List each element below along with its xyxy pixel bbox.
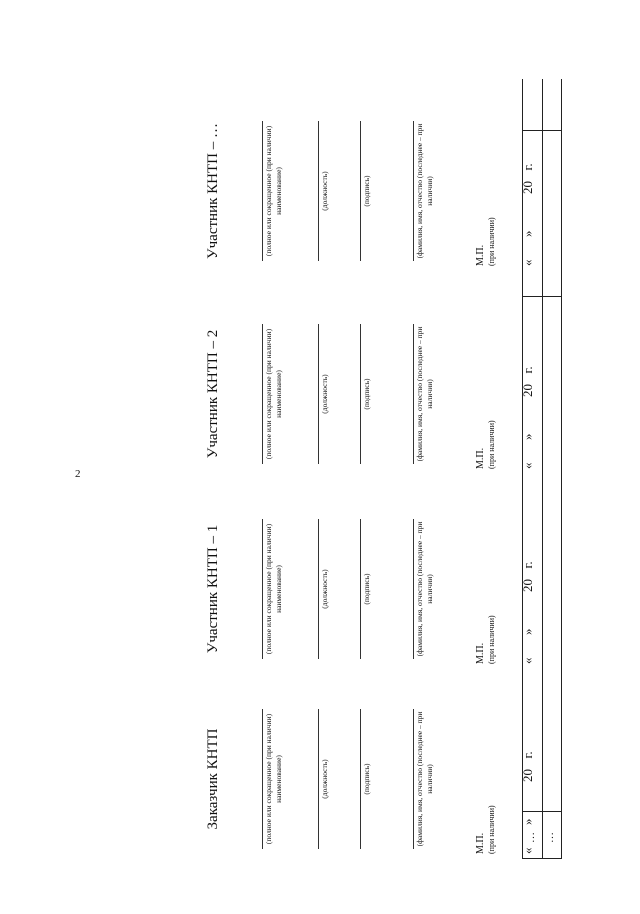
stamp-note: (при наличии) (487, 805, 496, 854)
fio-caption: (фамилия, имя, отчество (последнее – при наличии) (415, 711, 434, 847)
signature-block-heading: Участник КНТП – … (205, 123, 221, 259)
date-quote-open: « (520, 657, 535, 664)
signature-block-heading: Заказчик КНТП (205, 728, 221, 830)
name-line (262, 121, 263, 261)
date-quote-open: « (520, 462, 535, 469)
signature-block-participant-1 (0, 514, 640, 664)
table-column-divider (523, 296, 561, 297)
name-caption: (полное или сокращенное (при наличии) наименование) (264, 125, 283, 257)
position-caption: (должность) (320, 569, 329, 609)
date-line (520, 751, 536, 854)
position-caption: (должность) (320, 171, 329, 211)
position-line (318, 519, 319, 659)
stamp-placeholder (475, 217, 497, 266)
date-line (520, 163, 536, 266)
position-caption: (должность) (320, 759, 329, 799)
date-quote-close: » (520, 818, 535, 825)
date-quote-close: » (520, 433, 535, 440)
signature-block-heading: Участник КНТП – 1 (205, 524, 221, 654)
fio-caption: (фамилия, имя, отчество (последнее – при наличии) (415, 123, 434, 259)
signature-line (360, 519, 361, 659)
stamp-note: (при наличии) (487, 420, 496, 469)
signature-line (360, 324, 361, 464)
fio-caption: (фамилия, имя, отчество (последнее – при наличии) (415, 326, 434, 462)
stamp-placeholder (475, 805, 497, 854)
table-cell: … (544, 832, 556, 843)
signature-caption: (подпись) (362, 763, 371, 795)
date-year: 20 (520, 384, 535, 397)
signature-caption: (подпись) (362, 175, 371, 207)
name-caption: (полное или сокращенное (при наличии) наименование) (264, 713, 283, 845)
fio-line (413, 121, 414, 261)
position-caption: (должность) (320, 374, 329, 414)
date-year: 20 (520, 769, 535, 782)
date-suffix: г. (520, 561, 535, 569)
stamp-label: М.П. (475, 244, 486, 266)
signature-block-heading: Участник КНТП – 2 (205, 329, 221, 459)
position-line (318, 121, 319, 261)
stamp-note: (при наличии) (487, 615, 496, 664)
signature-line (360, 121, 361, 261)
signature-block-participant-n (0, 116, 640, 266)
signature-line (360, 709, 361, 849)
date-suffix: г. (520, 751, 535, 759)
date-year: 20 (520, 181, 535, 194)
fio-caption: (фамилия, имя, отчество (последнее – при наличии) (415, 521, 434, 657)
fio-line (413, 519, 414, 659)
name-caption: (полное или сокращенное (при наличии) наименование) (264, 523, 283, 655)
fio-line (413, 709, 414, 849)
page-number: 2 (75, 468, 81, 480)
signature-block-customer (0, 704, 640, 854)
date-quote-close: » (520, 230, 535, 237)
fio-line (413, 324, 414, 464)
name-line (262, 709, 263, 849)
date-quote-open: « (520, 847, 535, 854)
name-line (262, 519, 263, 659)
name-line (262, 324, 263, 464)
stamp-label: М.П. (475, 832, 486, 854)
date-line (520, 561, 536, 664)
stamp-placeholder (475, 615, 497, 664)
stamp-note: (при наличии) (487, 217, 496, 266)
position-line (318, 709, 319, 849)
stamp-label: М.П. (475, 642, 486, 664)
stamp-label: М.П. (475, 447, 486, 469)
name-caption: (полное или сокращенное (при наличии) наименование) (264, 328, 283, 460)
signature-caption: (подпись) (362, 378, 371, 410)
date-suffix: г. (520, 163, 535, 171)
date-quote-close: » (520, 628, 535, 635)
signature-block-participant-2 (0, 319, 640, 469)
position-line (318, 324, 319, 464)
table-cell: … (525, 832, 537, 843)
stamp-placeholder (475, 420, 497, 469)
table-border-left (523, 858, 561, 859)
date-line (520, 366, 536, 469)
date-year: 20 (520, 579, 535, 592)
signature-caption: (подпись) (362, 573, 371, 605)
date-suffix: г. (520, 366, 535, 374)
date-quote-open: « (520, 259, 535, 266)
